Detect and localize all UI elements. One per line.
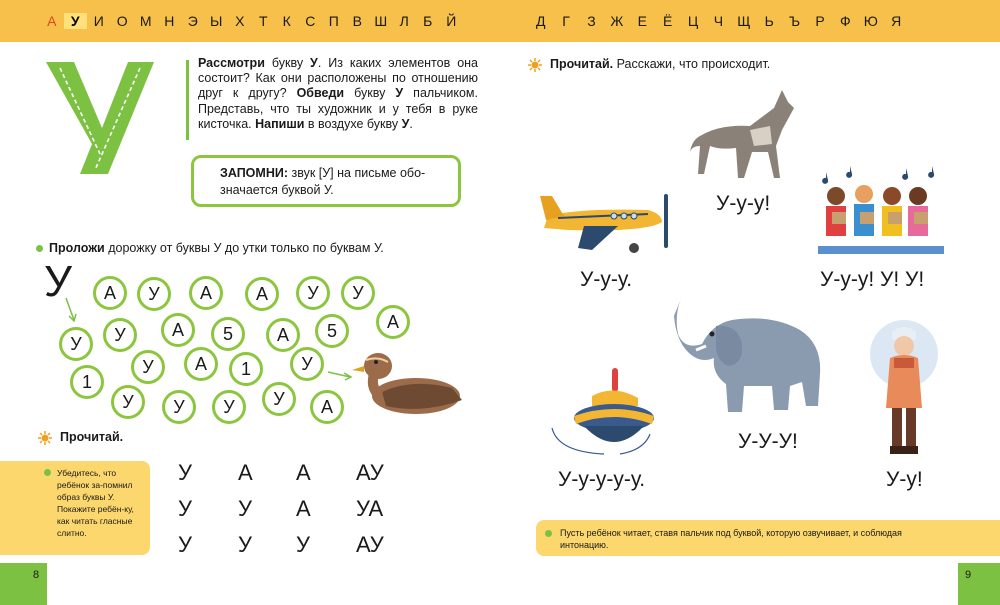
grid-syllable: У [178,532,192,557]
alphabet-left-letter: М [139,13,152,29]
sun-icon [38,431,52,445]
grid-syllable: УА [356,496,384,521]
airplane-picture [538,190,674,256]
maze-circle[interactable]: У [262,382,296,416]
alphabet-left-letter: Б [423,13,433,29]
alphabet-right-letter: Щ [737,13,751,29]
label-girl: У-у! [886,468,923,491]
bullet-dot [36,245,43,252]
maze-circle[interactable]: У [111,385,145,419]
label-top: У-у-у-у-у. [558,468,646,491]
task-read-right: Прочитай. Расскажи, что происходит. [528,57,770,72]
girl-in-winter-picture [856,318,952,460]
label-wolf: У-у-у! [716,192,771,215]
alphabet-left-letter: П [328,13,339,29]
maze-circle[interactable]: А [310,390,344,424]
maze-circle[interactable]: У [131,350,165,384]
alphabet-right-letter: Р [815,13,825,29]
maze-circle[interactable]: У [162,390,196,424]
maze-circle[interactable]: У [103,318,137,352]
label-plane: У-у-у. [580,268,633,291]
alphabet-left-letter: С [305,13,316,29]
maze-circle[interactable]: У [59,327,93,361]
maze-circle[interactable]: А [266,318,300,352]
alphabet-left-letter: Э [187,13,198,29]
grid-syllable: У [238,496,252,521]
grid-syllable: АУ [356,460,384,485]
note-right-text: Пусть ребёнок читает, ставя пальчик под буквой, которую озвучивает, и соблюдая интонацию. [560,528,902,550]
alphabet-right-letter: Ю [863,13,878,29]
sun-icon [528,58,542,72]
task-path: Проложи дорожку от буквы У до утки только по буквам У. [36,241,384,255]
alphabet-right-letter: Д [535,13,546,29]
maze-circle[interactable]: А [184,347,218,381]
alphabet-right-letter: Е [637,13,647,29]
alphabet-right-letter: Ц [687,13,699,29]
elephant-picture [672,294,828,420]
intro-text: Рассмотри букву У. Из каких элементов она состоит? Как они расположены по отношению друг к другу? Обведи букву У пальчиком. Представь, что ты художник и у тебя в руке кисточка. Напиши в воздухе букву У. [198,56,478,131]
singing-children-picture [808,164,954,258]
alphabet-left-letter: К [282,13,291,29]
maze-start-letter: У [44,257,72,306]
maze-circle[interactable]: А [376,305,410,339]
alphabet-right-letter: Я [891,13,902,29]
alphabet-left-letter: Ы [210,13,223,29]
maze-circle[interactable]: У [212,390,246,424]
grid-syllable: А [296,496,311,521]
maze-circle[interactable]: У [290,347,324,381]
maze-circle[interactable]: У [296,276,330,310]
alphabet-right-letter: Ф [840,13,851,29]
bullet-dot [545,530,552,537]
alphabet-left-letter: У [64,13,88,29]
alphabet-left-letter: Й [446,13,457,29]
alphabet-left-letter: А [47,13,57,29]
intro-accent-line [186,60,189,140]
alphabet-right-letter: Ж [610,13,624,29]
spinning-top-picture [548,366,658,462]
maze-circle[interactable]: 5 [315,314,349,348]
maze-circle[interactable]: 1 [229,352,263,386]
alphabet-right-letter: Ч [713,13,724,29]
alphabet-left-letter: Х [235,13,245,29]
alphabet-right-letter: З [587,13,596,29]
grid-syllable: У [178,496,192,521]
alphabet-left-letter: О [116,13,128,29]
maze-circle[interactable]: 1 [70,365,104,399]
alphabet-right-letter: Ё [662,13,673,29]
alphabet-right [528,0,909,42]
maze-circle[interactable]: А [189,276,223,310]
alphabet-left-letter: В [352,13,362,29]
alphabet-left-letter: И [93,13,104,29]
grid-syllable: У [238,532,252,557]
maze-circle[interactable]: А [245,277,279,311]
task-read-left: Прочитай. [38,430,123,445]
wolf-picture [690,86,800,186]
alphabet-right-letter: Ь [764,13,774,29]
alphabet-right-letter: Ъ [789,13,801,29]
label-elephant: У-У-У! [738,430,798,453]
note-left-text: Убедитесь, что ребёнок за-помнил образ буквы У. Покажите ребён-ку, как читать гласные слитно. [57,468,134,538]
duck-picture [352,344,464,418]
label-children: У-у-у! У! У! [820,268,925,291]
maze-circle[interactable]: У [137,277,171,311]
alphabet-right-letter: Г [562,13,570,29]
arrow-icon [60,296,90,326]
big-letter-u [40,58,160,178]
maze-circle[interactable]: 5 [211,317,245,351]
alphabet-left-letter: Л [399,13,409,29]
page-number-left: 8 [0,563,47,605]
remember-box: ЗАПОМНИ: звук [У] на письме обо-значается буквой У. [191,155,461,207]
grid-syllable: У [178,460,192,485]
grid-syllable: А [296,460,311,485]
alphabet-left-letter: Н [164,13,175,29]
grid-syllable: У [296,532,310,557]
alphabet-left-letter: Т [258,13,268,29]
maze-circle[interactable]: А [161,313,195,347]
grid-syllable: А [238,460,253,485]
grid-syllable: АУ [356,532,384,557]
alphabet-left [40,0,463,42]
maze-circle[interactable]: А [93,276,127,310]
bullet-dot [44,469,51,476]
maze-circle[interactable]: У [341,276,375,310]
page-number-right: 9 [958,563,1000,605]
alphabet-left-letter: Ш [374,13,388,29]
